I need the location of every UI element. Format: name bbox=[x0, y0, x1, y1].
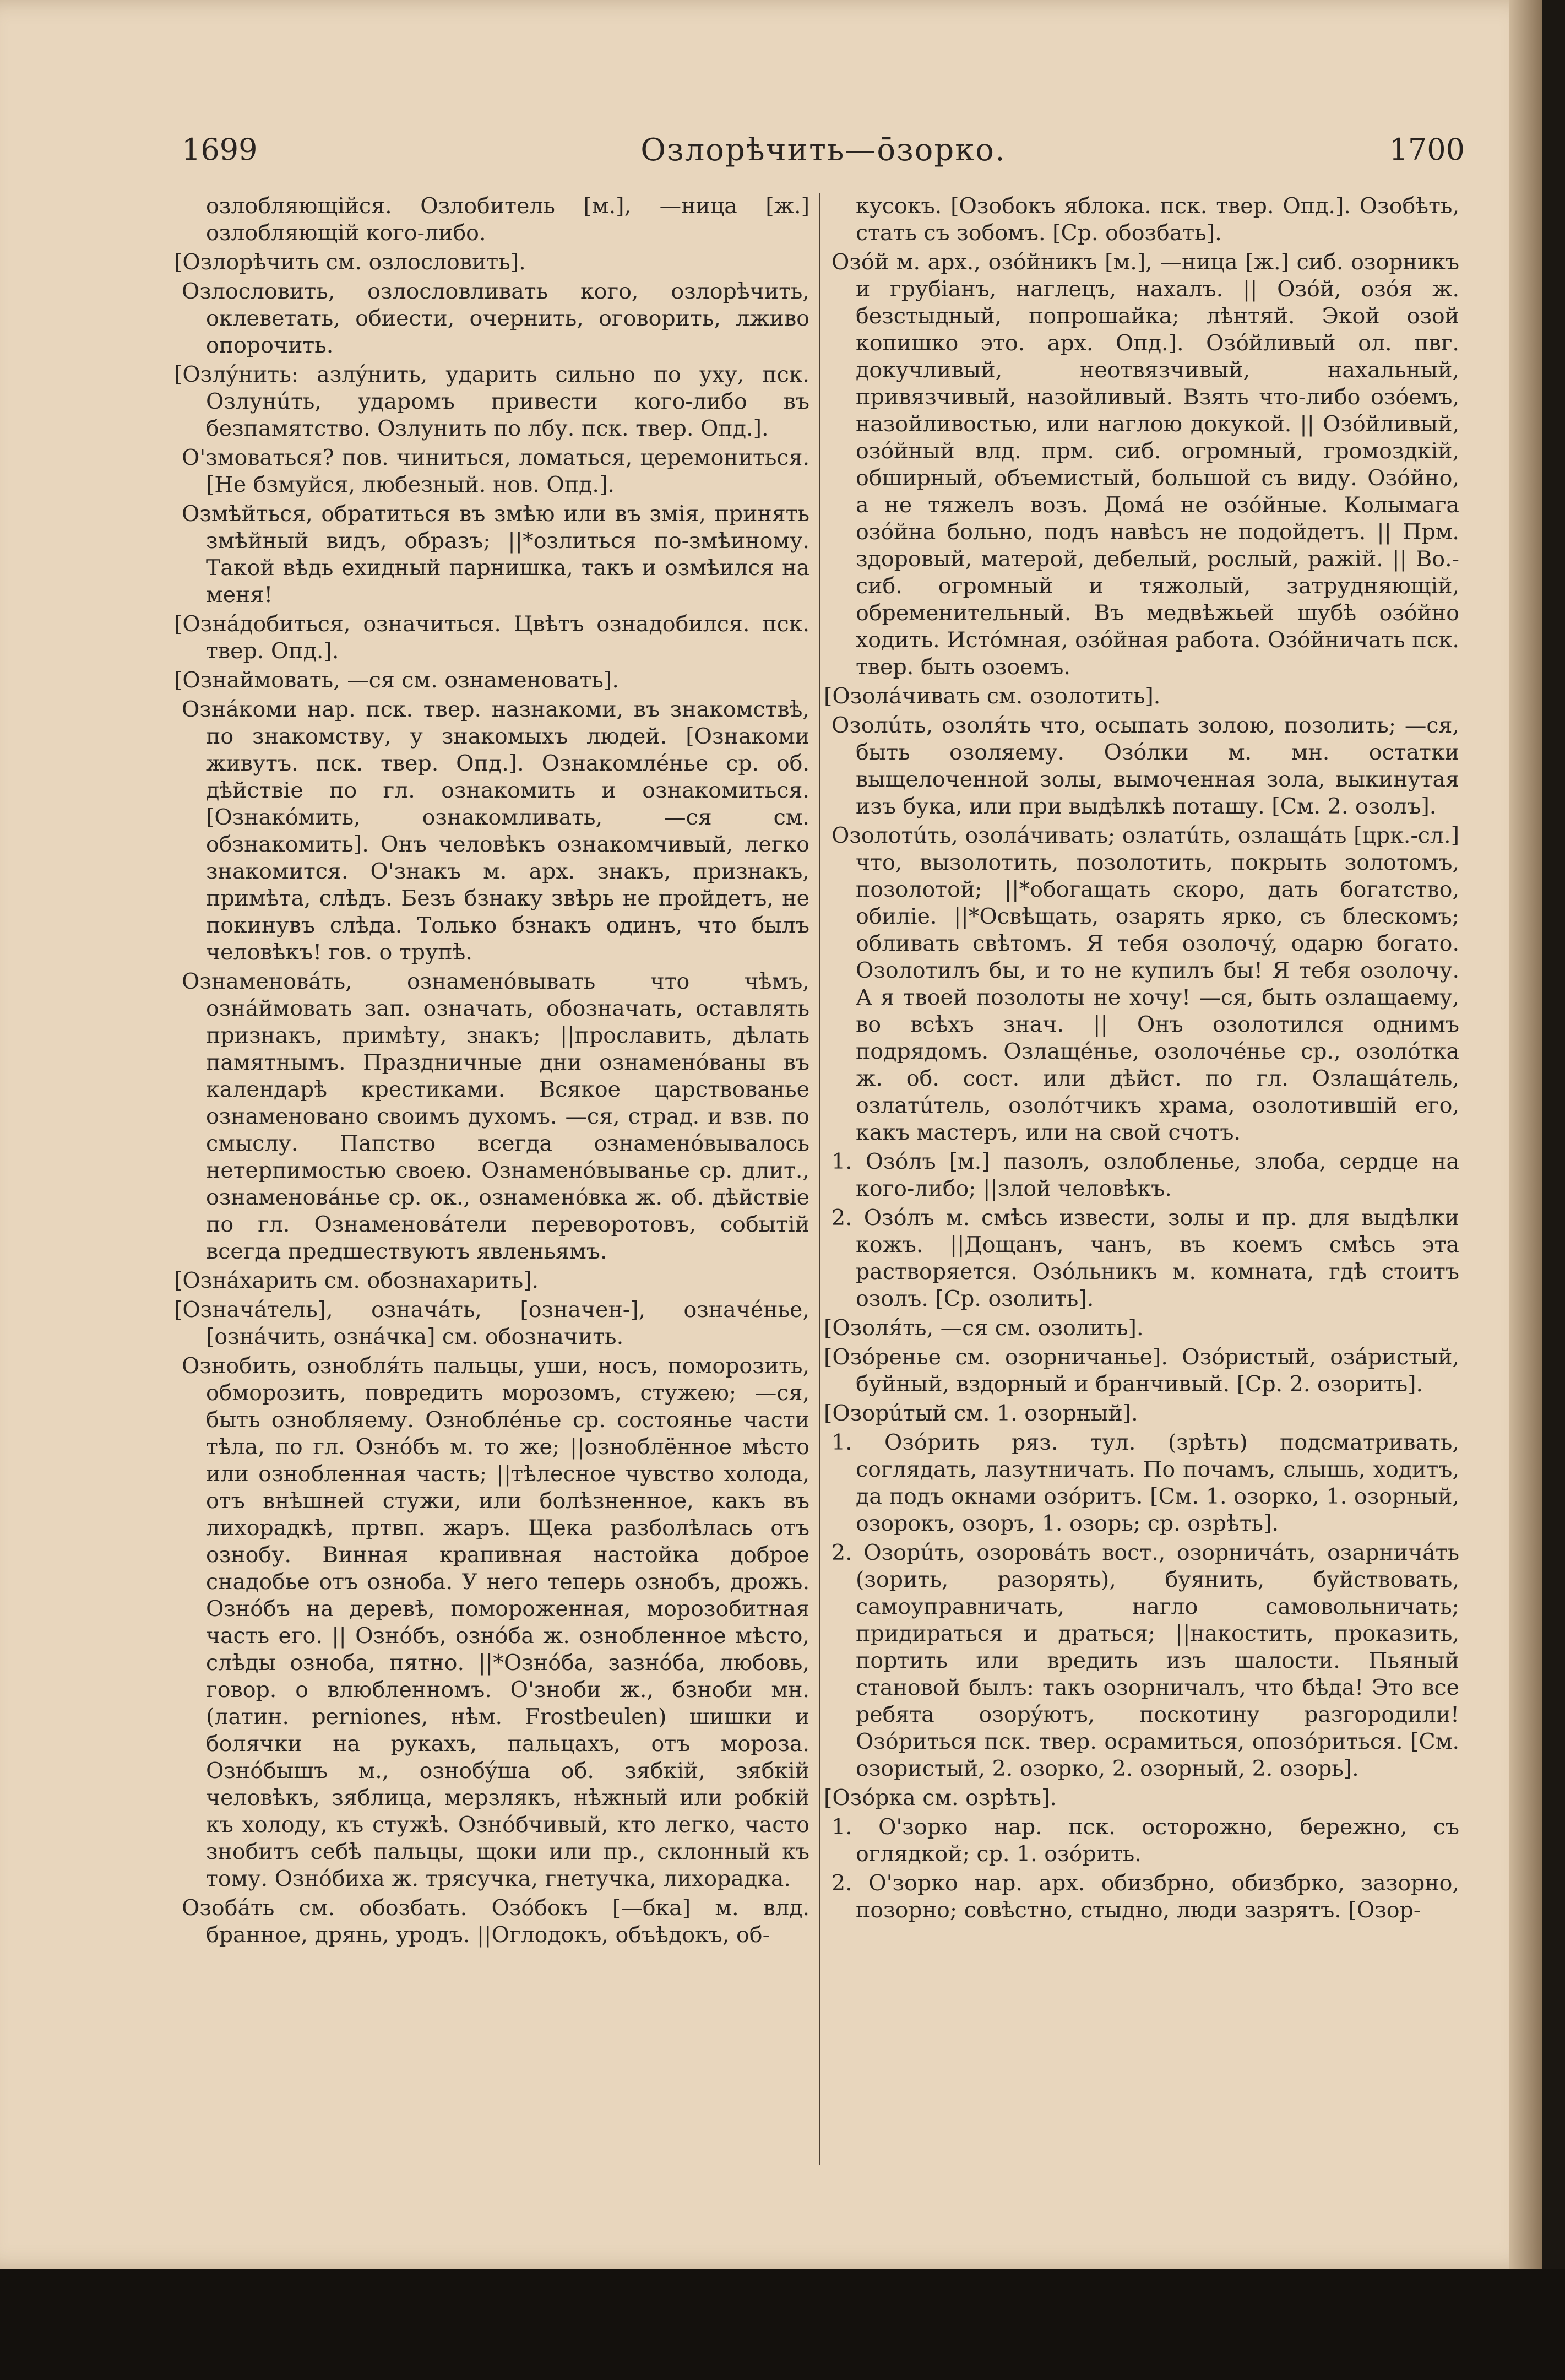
dictionary-entry: [Озлорѣчить см. озлословить]. bbox=[174, 250, 526, 275]
dictionary-entry: кусокъ. [Озобокъ яблока. пск. твер. Опд.]. Озобѣть, стать съ зобомъ. [Ср. обозбать]. bbox=[856, 193, 1459, 246]
dictionary-entry: 1. Озóрить ряз. тул. (зрѣть) подсматривать, соглядать, лазутничать. По почамъ, слышь, ходитъ, да подъ окнами озóритъ. [См. 1. озорко, 1. озорный, озорокъ, озоръ, 1. озорь; ср. озрѣть]. bbox=[832, 1430, 1459, 1536]
dictionary-entry: [Озорúтый см. 1. озорный]. bbox=[824, 1401, 1138, 1426]
dictionary-entry: 2. Озóлъ м. смѣсь извести, золы и пр. для выдѣлки кожъ. ||Дощанъ, чанъ, въ коемъ смѣсь эта растворяется. Озóльникъ м. комната, гдѣ стоитъ озолъ. [Ср. озолить]. bbox=[832, 1205, 1459, 1311]
dictionary-entry: Озолотúть, озола́чивать; озлатúть, озлащáть [црк.-сл.] что, вызолотить, позолотить, покрыть золотомъ, позолотой; ||*обогащать скоро, дать богатство, обиліе. ||*Освѣщать, озарять ярко, съ блескомъ; обливать свѣтомъ. Я тебя озолочý, одарю богато. Озолотилъ бы, и то не купилъ бы! Я тебя озолочу. А я твоей позолоты не хочу! —ся, быть озлащаему, во всѣхъ знач. || Онъ озолотился однимъ подрядомъ. Озлащéнье, озолочéнье ср., озолóтка ж. об. сост. или дѣйст. по гл. Озлащáтель, озлатúтель, озолóтчикъ храма, озолотившій его, какъ мастеръ, или на свой счотъ. bbox=[832, 823, 1459, 1145]
column-divider bbox=[819, 193, 820, 2165]
dictionary-entry: Озна́коми нар. пск. твер. назнакоми, въ знакомствѣ, по знакомству, у знакомыхъ людей. [Ознакоми живутъ. пск. твер. Опд.]. Ознакомлéнье ср. об. дѣйствіе по гл. ознакомить и ознакомиться. [Ознакóмить, ознакомливать, —ся см. обзнакомить]. Онъ человѣкъ ознакомчивый, легко знакомится. О'знакъ м. арх. знакъ, признакъ, примѣта, слѣдъ. Безъ бзнаку звѣрь не пройдетъ, не покинувъ слѣда. Только бзнакъ одинъ, что былъ человѣкъ! гов. о трупѣ. bbox=[182, 697, 809, 965]
dictionary-entry: [Озóренье см. озорничанье]. Озóристый, озáристый, буйный, вздорный и бранчивый. [Ср. 2. озорить]. bbox=[824, 1344, 1459, 1397]
dictionary-entry: [Озна́харить см. обознахарить]. bbox=[174, 1268, 539, 1293]
dictionary-entry: [Означа́тель], означа́ть, [означен-], означéнье, [озна́чить, озна́чка] см. обозначить. bbox=[174, 1297, 809, 1349]
dictionary-entry: Озлословить, озлословливать кого, озлорѣчить, оклеветать, обиести, очернить, оговорить, лживо опорочить. bbox=[182, 279, 809, 358]
dictionary-entry: О'змоваться? пов. чиниться, ломаться, церемониться. [Не бзмуйся, любезный. нов. Опд.]. bbox=[182, 445, 809, 497]
dictionary-entry: [Ознаймовать, —ся см. ознаменовать]. bbox=[174, 668, 619, 693]
dictionary-entry: [Озлýнить: азлýнить, ударить сильно по уху, пск. Озлунúть, ударомъ привести кого-либо въ безпамятство. Озлунить по лбу. пск. твер. Опд.]. bbox=[174, 362, 809, 441]
dictionary-entry: 1. Озóлъ [м.] пазолъ, озлобленье, злоба, сердце на кого-либо; ||злой человѣкъ. bbox=[832, 1149, 1459, 1201]
dictionary-entry: Ознобить, ознобля́ть пальцы, уши, носъ, поморозить, обморозить, повредить морозомъ, стужею; —ся, быть ознобляему. Ознобле́нье ср. состоянье части тѣла, по гл. Ознóбъ м. то же; ||озноблённое мѣсто или ознобленная часть; ||тѣлесное чувство холода, отъ внѣшней стужи, или болѣзненное, какъ въ лихорадкѣ, пртвп. жаръ. Щека разболѣлась отъ ознобу. Винная крапивная настойка доброе снадобье отъ озноба. У него теперь ознобъ, дрожь. Ознóбъ на деревѣ, помороженная, морозобитная часть его. || Ознóбъ, ознóба ж. ознобленное мѣсто, слѣды озноба, пятно. ||*Ознóба, зазнóба, любовь, говор. о влюбленномъ. О'зноби ж., бзноби мн. (латин. perniones, нѣм. Frostbeulen) шишки и болячки на рукахъ, пальцахъ, отъ мороза. Ознóбышъ м., ознобýша об. зябкій, зябкій человѣкъ, зяблица, мерзлякъ, нѣжный или робкій къ холоду, къ стужѣ. Ознóбчивый, кто легко, часто знобитъ себѣ пальцы, щоки или пр., склонный къ тому. Ознóбиха ж. трясучка, гнетучка, лихорадка. bbox=[182, 1353, 809, 1891]
dictionary-entry: 2. О'зорко нар. арх. обизбрно, обизбрко, зазорно, позорно; совѣстно, стыдно, люди зазрятъ. [Озор- bbox=[832, 1871, 1459, 1923]
page-gutter bbox=[1509, 0, 1542, 2269]
dictionary-entry: Озоба́ть см. обозбать. Озóбокъ [—бка] м. влд. бранное, дрянь, уродъ. ||Оглодокъ, объѣдокъ, об- bbox=[182, 1895, 809, 1948]
dictionary-entry: [Озна́добиться, означиться. Цвѣтъ ознадобился. пск. твер. Опд.]. bbox=[174, 611, 809, 664]
dictionary-entry: [Озоля́ть, —ся см. озолить]. bbox=[824, 1315, 1144, 1341]
running-title: Озлорѣчить—ōзорко. bbox=[640, 132, 1006, 168]
page-number-right: 1700 bbox=[1389, 132, 1465, 167]
dictionary-entry: Ознаменова́ть, ознаменóвывать что чѣмъ, озна́ймовать зап. означать, обозначать, оставлять признакъ, примѣту, знакъ; ||прославить, дѣлать памятнымъ. Праздничные дни ознаменóваны въ календарѣ крестиками. Всякое царствованье ознаменовано своимъ духомъ. —ся, страд. и взв. по смыслу. Папство всегда ознаменóвывалось нетерпимостью своею. Ознаменóвыванье ср. длит., ознаменова́нье ср. ок., ознаменóвка ж. об. дѣйствіе по гл. Ознаменова́тели переворотовъ, событій всегда предшествуютъ явленьямъ. bbox=[182, 969, 809, 1264]
dictionary-entry: [Озола́чивать см. озолотить]. bbox=[824, 684, 1161, 709]
scan-background bbox=[0, 2269, 1565, 2380]
dictionary-entry: [Озóрка см. озрѣть]. bbox=[824, 1785, 1057, 1810]
dictionary-entry: Озмѣйться, обратиться въ змѣю или въ змія, принять змѣйный видъ, образъ; ||*озлиться по-змѣиному. Такой вѣдь ехидный парнишка, такъ и озмѣился на меня! bbox=[182, 501, 809, 608]
left-column bbox=[174, 193, 809, 1951]
dictionary-entry: озлобляющійся. Озлобитель [м.], —ница [ж.] озлобляющій кого-либо. bbox=[206, 193, 809, 246]
page-number-left: 1699 bbox=[182, 132, 258, 167]
dictionary-entry: Озолúть, озоля́ть что, осыпать золою, позолить; —ся, быть озоляему. Озóлки м. мн. остатки выщелоченной золы, вымоченная зола, выкинутая изъ бука, или при выдѣлкѣ поташу. [См. 2. озолъ]. bbox=[832, 713, 1459, 819]
right-column bbox=[824, 193, 1459, 1926]
dictionary-entry: 1. О'зорко нар. пск. осторожно, бережно, съ оглядкой; ср. 1. озóрить. bbox=[832, 1814, 1459, 1867]
dictionary-entry: 2. Озорúть, озоровáть вост., озорничáть, озарничáть (зорить, разорять), буянить, буйствовать, самоуправничать, нагло самовольничать; придираться и драться; ||накостить, проказить, портить или вредить изъ шалости. Пьяный становой былъ: такъ озорничалъ, что бѣда! Это все ребята озорýютъ, поскотину разгородили! Озóриться пск. твер. осрамиться, опозóриться. [См. озористый, 2. озорко, 2. озорный, 2. озорь]. bbox=[832, 1540, 1459, 1781]
running-header bbox=[182, 132, 1465, 182]
dictionary-entry: Озóй м. арх., озóйникъ [м.], —ница [ж.] сиб. озорникъ и грубіанъ, наглецъ, нахалъ. || Озóй, озóя ж. безстыдный, попрошайка; лѣнтяй. Экой озой копишко это. арх. Опд.]. Озóйливый ол. пвг. докучливый, неотвязчивый, нахальный, привязчивый, назойливый. Взять что-либо озóемъ, назойливостью, или наглою докукой. || Озóйливый, озóйный влд. прм. сиб. огромный, громоздкій, обширный, объемистый, большой съ виду. Озóйно, а не тяжелъ возъ. Домá не озóйные. Колымага озóйна больно, подъ навѣсъ не подойдетъ. || Прм. здоровый, матерой, дебелый, рослый, ражій. || Во.-сиб. огромный и тяжолый, затрудняющій, обременительный. Въ медвѣжьей шубѣ озóйно ходить. Истóмная, озóйная работа. Озóйничать пск. твер. быть озоемъ. bbox=[832, 250, 1459, 680]
